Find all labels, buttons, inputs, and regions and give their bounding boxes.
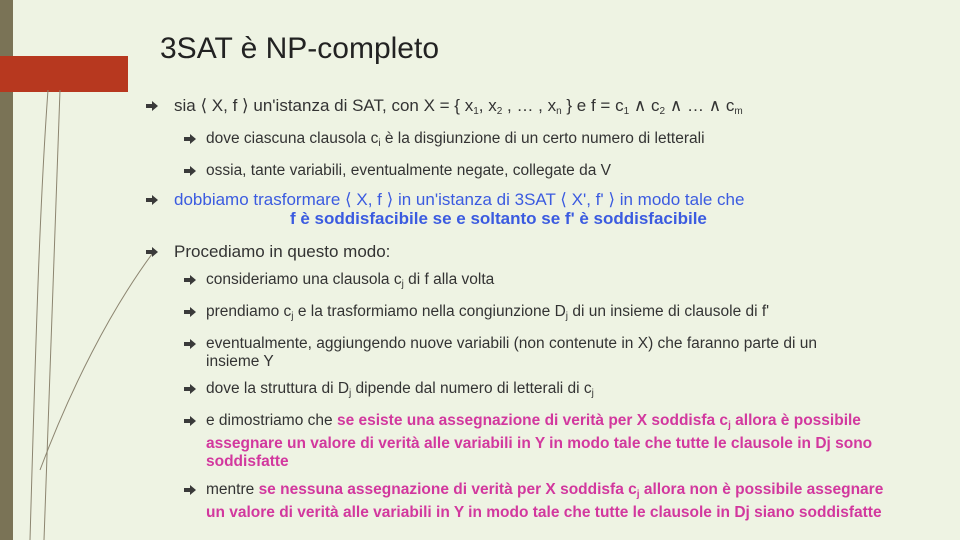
arrow-bullet-icon <box>184 485 196 495</box>
sub-bullet-while: mentre se nessuna assegnazione di verità per X soddisfa $c_j$ allora non è possibile assegnare un valore di verità alle variabili in Y in modo tale che tutte le clausole in Dj siano soddisfatte <box>146 481 936 522</box>
arrow-bullet-icon <box>146 247 158 257</box>
bullet-transform: dobbiamo trasformare ⟨ X, f ⟩ in un'istanza di 3SAT ⟨ X', f' ⟩ in modo tale che <box>146 190 936 209</box>
arrow-bullet-icon <box>184 307 196 317</box>
slide-content <box>146 92 936 522</box>
bullet-sat-instance: sia ⟨ X, f ⟩ un'istanza di SAT, con X = { $x_1$, $x_2$ , … , $x_n$ } e $f = c_1$ ∧ $c_2$ ∧ … ∧ $c_m$ <box>146 96 936 121</box>
sub-bullet-clause: dove ciascuna clausola $c_i$ è la disgiunzione di un certo numero di letterali <box>146 130 936 153</box>
arrow-bullet-icon <box>184 275 196 285</box>
sub-bullet-structure: dove la struttura di $D_j$ dipende dal numero di letterali di $c_j$ <box>146 380 936 403</box>
sub-bullet-consider: consideriamo una clausola $c_j$ di f alla volta <box>146 271 936 294</box>
arrow-bullet-icon <box>184 134 196 144</box>
sub-bullet-variables: ossia, tante variabili, eventualmente negate, collegate da V <box>146 162 936 180</box>
sub-bullet-eventually: eventualmente, aggiungendo nuove variabili (non contenute in X) che faranno parte di un insieme Y <box>146 335 936 371</box>
arrow-bullet-icon <box>184 166 196 176</box>
decorative-lines <box>0 0 160 540</box>
sub-bullet-prove: e dimostriamo che se esiste una assegnazione di verità per X soddisfa $c_j$ allora è possibile assegnare un valore di verità alle variabili in Y in modo tale che tutte le clausole in Dj sono soddisfatte <box>146 412 936 471</box>
bullet-procedure: Procediamo in questo modo: <box>146 242 936 261</box>
arrow-bullet-icon <box>146 195 158 205</box>
sub-bullet-take: prendiamo $c_j$ e la trasformiamo nella congiunzione $D_j$ di un insieme di clausole di f' <box>146 303 936 326</box>
arrow-bullet-icon <box>184 339 196 349</box>
transform-condition: f è soddisfacibile se e soltanto se f' è soddisfacibile <box>290 209 707 228</box>
page-title: 3SAT è NP-completo <box>160 32 440 65</box>
arrow-bullet-icon <box>184 384 196 394</box>
arrow-bullet-icon <box>184 416 196 426</box>
arrow-bullet-icon <box>146 101 158 111</box>
